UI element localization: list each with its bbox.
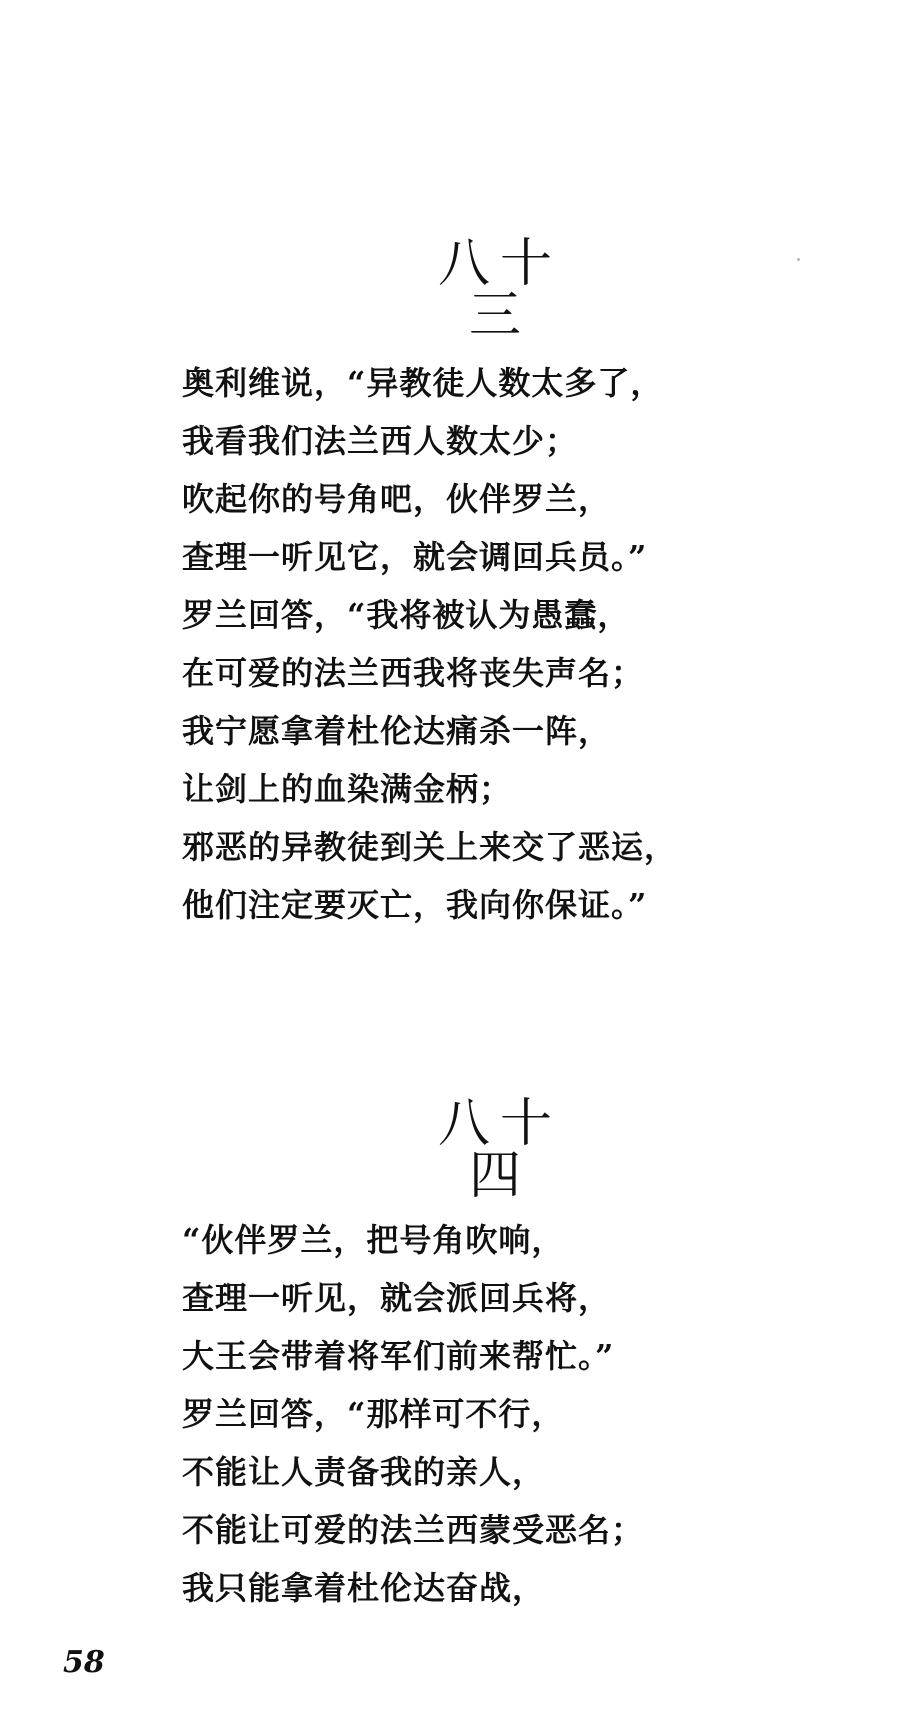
poem-line: 奥利维说，“异教徒人数太多了， — [182, 364, 664, 402]
poem-line: 不能让人责备我的亲人， — [182, 1453, 546, 1491]
poem-line: “伙伴罗兰，把号角吹响， — [182, 1221, 565, 1259]
poem-line: 查理一听见，就会派回兵将， — [182, 1279, 612, 1317]
page-number: 58 — [63, 1645, 105, 1680]
poem-line: 罗兰回答，“那样可不行， — [182, 1395, 565, 1433]
poem-line: 查理一听见它，就会调回兵员。” — [182, 538, 648, 576]
scan-speck — [797, 258, 800, 261]
section-title-83: 八十三 — [437, 234, 562, 346]
stanza-84 — [182, 1211, 644, 1617]
poem-line: 他们注定要灭亡，我向你保证。” — [182, 886, 648, 924]
poem-line: 吹起你的号角吧，伙伴罗兰， — [182, 480, 612, 518]
stanza-83 — [182, 354, 677, 934]
poem-line: 我宁愿拿着杜伦达痛杀一阵， — [182, 712, 612, 750]
section-title-84: 八十四 — [437, 1094, 562, 1206]
poem-line: 我看我们法兰西人数太少； — [182, 422, 579, 460]
poem-line: 让剑上的血染满金柄； — [182, 770, 513, 808]
poem-line: 邪恶的异教徒到关上来交了恶运， — [182, 828, 678, 866]
poem-line: 在可爱的法兰西我将丧失声名； — [182, 654, 645, 692]
poem-line: 罗兰回答，“我将被认为愚蠢， — [182, 596, 631, 634]
poem-line: 不能让可爱的法兰西蒙受恶名； — [182, 1511, 645, 1549]
poem-line: 我只能拿着杜伦达奋战， — [182, 1569, 546, 1607]
poem-line: 大王会带着将军们前来帮忙。” — [182, 1337, 615, 1375]
